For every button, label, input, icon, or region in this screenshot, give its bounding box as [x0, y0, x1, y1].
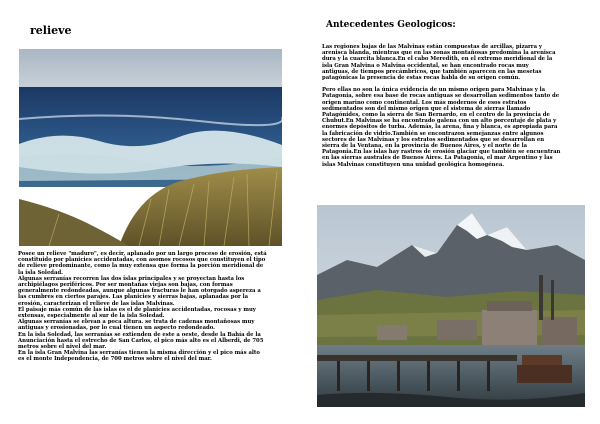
geologia-line: islas Malvinas constituyen una unidad geológica homogénea. [322, 161, 505, 168]
relieve-line: las cumbres en ciertos parajes. Las planicies y sierras bajas, aplanadas por la [18, 294, 249, 301]
relieve-line: generalmente redondeadas, aunque algunas fracturas le han otorgado aspereza a [18, 288, 261, 295]
geologia-line: arenisca blanda, mientras que en las zonas montañosas predomina la arenisca [322, 50, 556, 57]
geologia-line: sectores de las Malvinas y los estratos sedimentados que se desarrollan en [322, 136, 545, 143]
geologia-line: Las regiones bajas de las Malvinas están compuestas de arcillas, pizarra y [322, 44, 542, 50]
geologia-line: enormes depósitos de turba. Además, la arena, fina y blanca, es apropiada para [322, 124, 558, 131]
relieve-line: Anunciación hasta el estrecho de San Carlos, el pico más alto es el Alberdi, de 705 [18, 337, 264, 344]
geologia-line: Pero ellas no son la única evidencia de un mismo origen para Malvinas y la [322, 87, 546, 94]
relieve-line: archipiélagos periféricos. Por ser montañas viejas son bajas, con formas [18, 282, 233, 289]
geologia-line: sierra de la Ventana, en la provincia de Buenos Aires, y el norte de la [322, 143, 528, 150]
relieve-line: En la isla Gran Malvina las serranías tienen la misma dirección y el pico más alto [18, 350, 260, 357]
relieve-line: En la isla Soledad, las serranías se extienden de este a oeste, desde la Bahía de la [18, 331, 261, 338]
geologia-line: origen marino como continental. Los más modernos de esos estratos [322, 99, 527, 106]
relieve-line: El paisaje más común de las islas es el de planicies accidentadas, rocosas y muy [18, 306, 256, 313]
geologia-line: en las sierras australes de Buenos Aires. La Patagonia, el mar Argentino y las [322, 155, 553, 162]
relieve-line: erosión, caracterizan el relieve de las islas Malvinas. [18, 300, 175, 307]
geologia-paragraph-1 [322, 44, 588, 81]
relieve-line: Posee un relieve "maduro", es decir, aplanado por un largo proceso de erosión, está [18, 251, 267, 257]
relieve-line: extensas, especialmente al sur de la isla Soledad. [18, 313, 165, 320]
coastal-landscape-image [19, 49, 282, 246]
relieve-line: constituido por planicies accidentadas, con asomos rocosos que constituyen el tipo [18, 257, 266, 264]
geologia-line: sedimentados son del mismo origen que el sistema de sierras llamado [322, 105, 531, 112]
mountain-harbor-image [317, 205, 585, 407]
relieve-line: es el monte Independencia, de 700 metros sobre el nivel del mar. [18, 356, 212, 363]
relieve-heading: relieve [30, 24, 72, 37]
geologia-line: dura y la cuarcita blanca.En el cabo Meredith, en el extremo meridional de la [322, 56, 553, 63]
relieve-line: Algunas serranías se elevan a poca altura. se trata de cadenas montañosas muy [18, 319, 255, 326]
relieve-line: antiguas y erosionadas, por lo cual tienen un aspecto redondeado. [18, 325, 215, 332]
geologia-line: la fabricación de vidrio.También se encontrazon semejanzas entre algunos [322, 130, 544, 137]
geologia-body-text [322, 44, 588, 174]
geologia-line: Patagónides, como la sierra de San Bernardo, en el centro de la provincia de [322, 112, 550, 119]
relieve-line: de relieve predominante, como la muy extensa que forma la porción meridional de [18, 263, 264, 270]
geologia-heading: Antecedentes Geologicos: [326, 20, 456, 30]
relieve-line: la isla Soledad. [18, 269, 63, 276]
geologia-line: patagónicas la presencia de estas rocas habla de su origen común. [322, 75, 521, 82]
geologia-line: antiguas, de tiempos precámbricos, que también aparecen en las mesetas [322, 68, 542, 75]
geologia-line: Patagonia, sobre esa base de rocas antiguas se desarrollan sedimentos tanto de [322, 93, 560, 100]
relieve-body-text [18, 251, 286, 363]
geologia-line: Patagonia.En las islas hay rastros de erosión glaciar que también se encuentran [322, 149, 561, 156]
geologia-paragraph-2 [322, 87, 588, 168]
relieve-line: Algunas serranías recorren las dos islas principales y se proyectan hasta los [18, 275, 245, 282]
relieve-line: metros sobre el nivel del mar. [18, 344, 107, 351]
geologia-line: Chubut.En Malvinas se ha encontrado galena con un alto porcentaje de plata y [322, 118, 557, 125]
geologia-line: isla Gran Malvina o Malvina occidental, se han encontrado rocas muy [322, 62, 529, 69]
